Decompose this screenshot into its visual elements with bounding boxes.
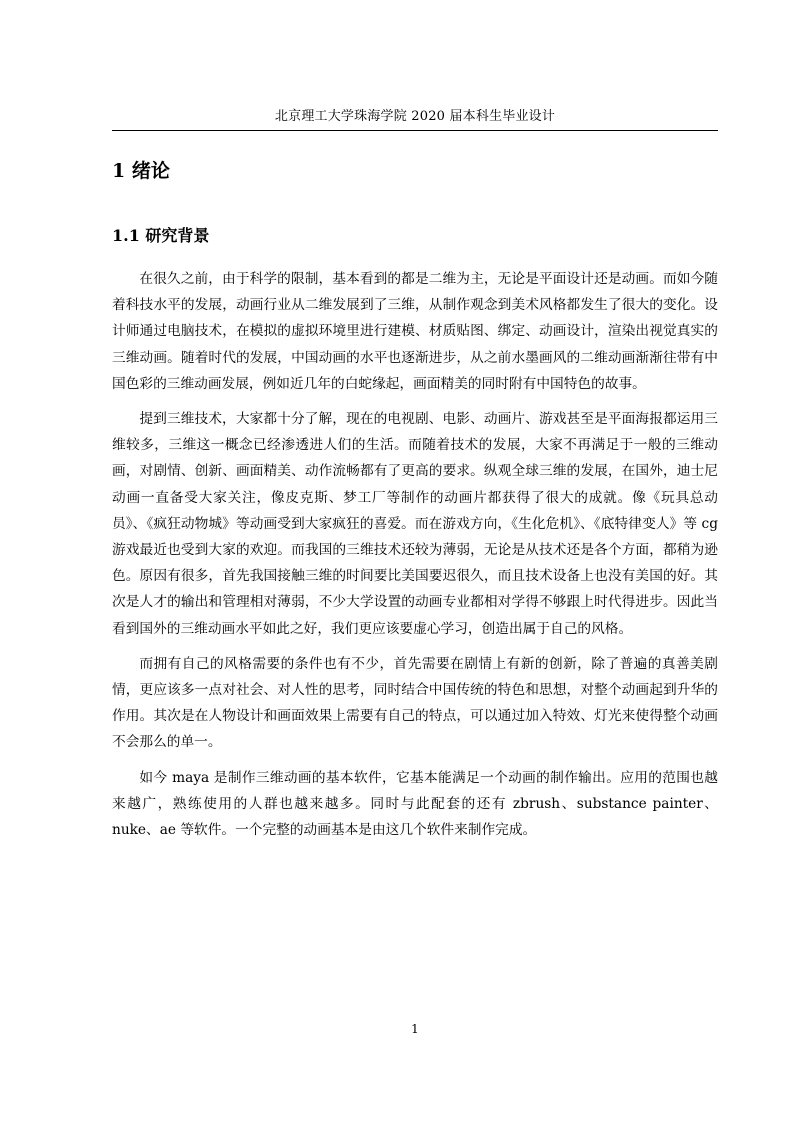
paragraph: 在很久之前，由于科学的限制，基本看到的都是二维为主，无论是平面设计还是动画。而如今随着科技水平的发展，动画行业从二维发展到了三维，从制作观念到美术风格都发生了很大的变化。设计师通过电脑技术，在模拟的虚拟环境里进行建模、材质贴图、绑定、动画设计，渲染出视觉真实的三维动画。随着时代的发展，中国动画的水平也逐渐进步，从之前水墨画风的二维动画渐渐往带有中国色彩的三维动画发展，例如近几年的白蛇缘起，画面精美的同时附有中国特色的故事。	[112, 271, 718, 392]
paragraph: 如今 maya 是制作三维动画的基本软件，它基本能满足一个动画的制作输出。应用的范围也越来越广，熟练使用的人群也越来越多。同时与此配套的还有 zbrush、substance painter、nuke、ae 等软件。一个完整的动画基本是由这几个软件来制作完成。	[112, 769, 718, 839]
section-title: 1.1 研究背景	[112, 226, 210, 245]
paragraph: 而拥有自己的风格需要的条件也有不少，首先需要在剧情上有新的创新，除了普遍的真善美剧情，更应该多一点对社会、对人性的思考，同时结合中国传统的特色和思想，对整个动画起到升华的作用。其次是在人物设计和画面效果上需要有自己的特点，可以通过加入特效、灯光来使得整个动画不会那么的单一。	[112, 655, 718, 751]
header-rule	[112, 130, 718, 131]
page-number: 1	[411, 1022, 419, 1036]
running-header: 北京理工大学珠海学院 2020 届本科生毕业设计	[274, 109, 556, 124]
body-text	[112, 266, 718, 852]
chapter-title: 1 绪论	[112, 160, 170, 182]
paragraph: 提到三维技术，大家都十分了解，现在的电视剧、电影、动画片、游戏甚至是平面海报都运用三维较多，三维这一概念已经渗透进人们的生活。而随着技术的发展，大家不再满足于一般的三维动画，对剧情、创新、画面精美、动作流畅都有了更高的要求。纵观全球三维的发展，在国外，迪士尼动画一直备受大家关注，像皮克斯、梦工厂等制作的动画片都获得了很大的成就。像《玩具总动员》、《疯狂动物城》等动画受到大家疯狂的喜爱。而在游戏方向，《生化危机》、《底特律变人》等 cg 游戏最近也受到大家的欢迎。而我国的三维技术还较为薄弱，无论是从技术还是各个方面，都稍为逊色。原因有很多，首先我国接触三维的时间要比美国要迟很久，而且技术设备上也没有美国的好。其次是人才的输出和管理相对薄弱，不少大学设置的动画专业都相对学得不够跟上时代得进步。因此当看到国外的三维动画水平如此之好，我们更应该要虚心学习，创造出属于自己的风格。	[112, 411, 718, 637]
